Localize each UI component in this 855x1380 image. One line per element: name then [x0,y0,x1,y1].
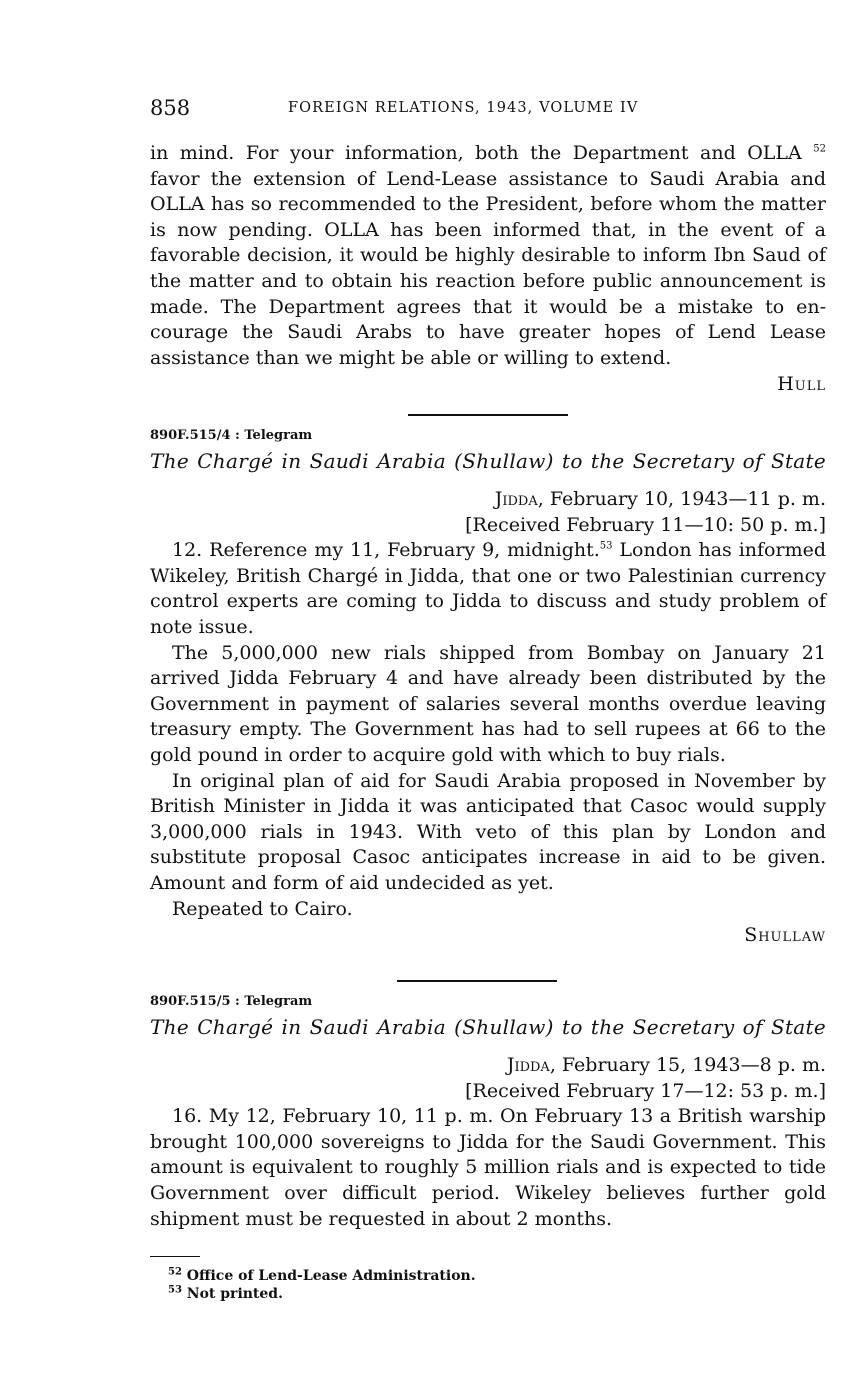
running-title: FOREIGN RELATIONS, 1943, VOLUME IV [288,100,639,116]
continuation-text-1: in mind. For your information, both the Department and OLLA [150,142,802,164]
paragraph [150,538,826,640]
footnote-number: 53 [168,1284,182,1296]
footnote-ref-53: 53 [599,540,613,552]
telegram-1 [150,428,826,946]
file-number: 890F.515/4 : Telegram [150,428,313,443]
file-number: 890F.515/5 : Telegram [150,994,313,1009]
date: , February 15, 1943—8 p. m. [549,1054,826,1076]
received-line: [Received February 17—12: 53 p. m.] [465,1079,826,1102]
document-title: The Chargé in Saudi Arabia (Shullaw) to the Secretary of State [150,1015,826,1039]
paragraph: In original plan of aid for Saudi Arabia proposed in November by British Minister in Jidda it was anticipated that Casoc would supply 3,000,000 rials in 1943. With veto of this plan by London and substitute proposal Casoc anticipates increase in aid to be given. Amount and form of aid undecided as yet. [150,769,826,894]
footnote-52 [150,1267,826,1285]
dateline [150,1053,826,1079]
footnote-ref-52: 52 [813,143,826,155]
paragraph: The 5,000,000 new rials shipped from Bombay on January 21 arrived Jidda February 4 and have already been distributed by the Government in payment of salaries several months overdue leaving treasury empty. The Government has had to sell rupees at 66 to the gold pound in order to acquire gold with which to buy rials. [150,641,826,766]
date: , February 10, 1943—11 p. m. [537,488,826,510]
paragraph: Repeated to Cairo. [172,897,353,920]
place: Jidda [506,1054,550,1076]
continuation-section [150,141,826,395]
footnotes [150,1256,826,1303]
paragraph: 16. My 12, February 10, 11 p. m. On February 13 a British warship brought 100,000 sovereigns to Jidda for the Saudi Government. This amount is equivalent to roughly 5 million rials and is expected to tide Government over difficult period. Wikeley believes further gold shipment must be requested in about 2 months. [150,1105,826,1230]
footnote-rule [150,1256,200,1257]
footnote-53 [150,1285,826,1303]
section-divider [397,980,557,982]
page-number: 858 [150,96,191,120]
para1-b: London has informed Wikeley, British Chargé in Jidda, that one or two Palestinian currency control experts are coming to Jidda to discuss and study problem of note issue. [150,539,826,638]
dateline [150,487,826,513]
document-title: The Chargé in Saudi Arabia (Shullaw) to the Secretary of State [150,449,826,473]
footnote-number: 52 [168,1266,182,1278]
footnote-text: Office of Lend-Lease Administration. [186,1268,476,1284]
signature-hull: Hull [777,373,826,396]
signature-shullaw: Shullaw [744,924,826,947]
page-header [150,96,826,120]
telegram-2 [150,994,826,1232]
received-line: [Received February 11—10: 50 p. m.] [465,513,826,536]
place: Jidda [494,488,538,510]
continuation-text-2: favor the extension of Lend-Lease assistance to Saudi Arabia and OLLA has so recommended to the President, before whom the matter is now pending. OLLA has been informed that, in the event of a favorable decision, it would be highly desirable to inform Ibn Saud of the matter and to obtain his reaction before public announcement is made. The Department agrees that it would be a mistake to encourage the Saudi Arabs to have greater hopes of Lend Lease assistance than we might be able or willing to extend. [150,167,826,369]
section-divider [408,414,568,416]
continuation-paragraph [150,141,826,371]
footnote-text: Not printed. [186,1286,283,1302]
para1-a: 12. Reference my 11, February 9, midnight. [172,539,600,562]
